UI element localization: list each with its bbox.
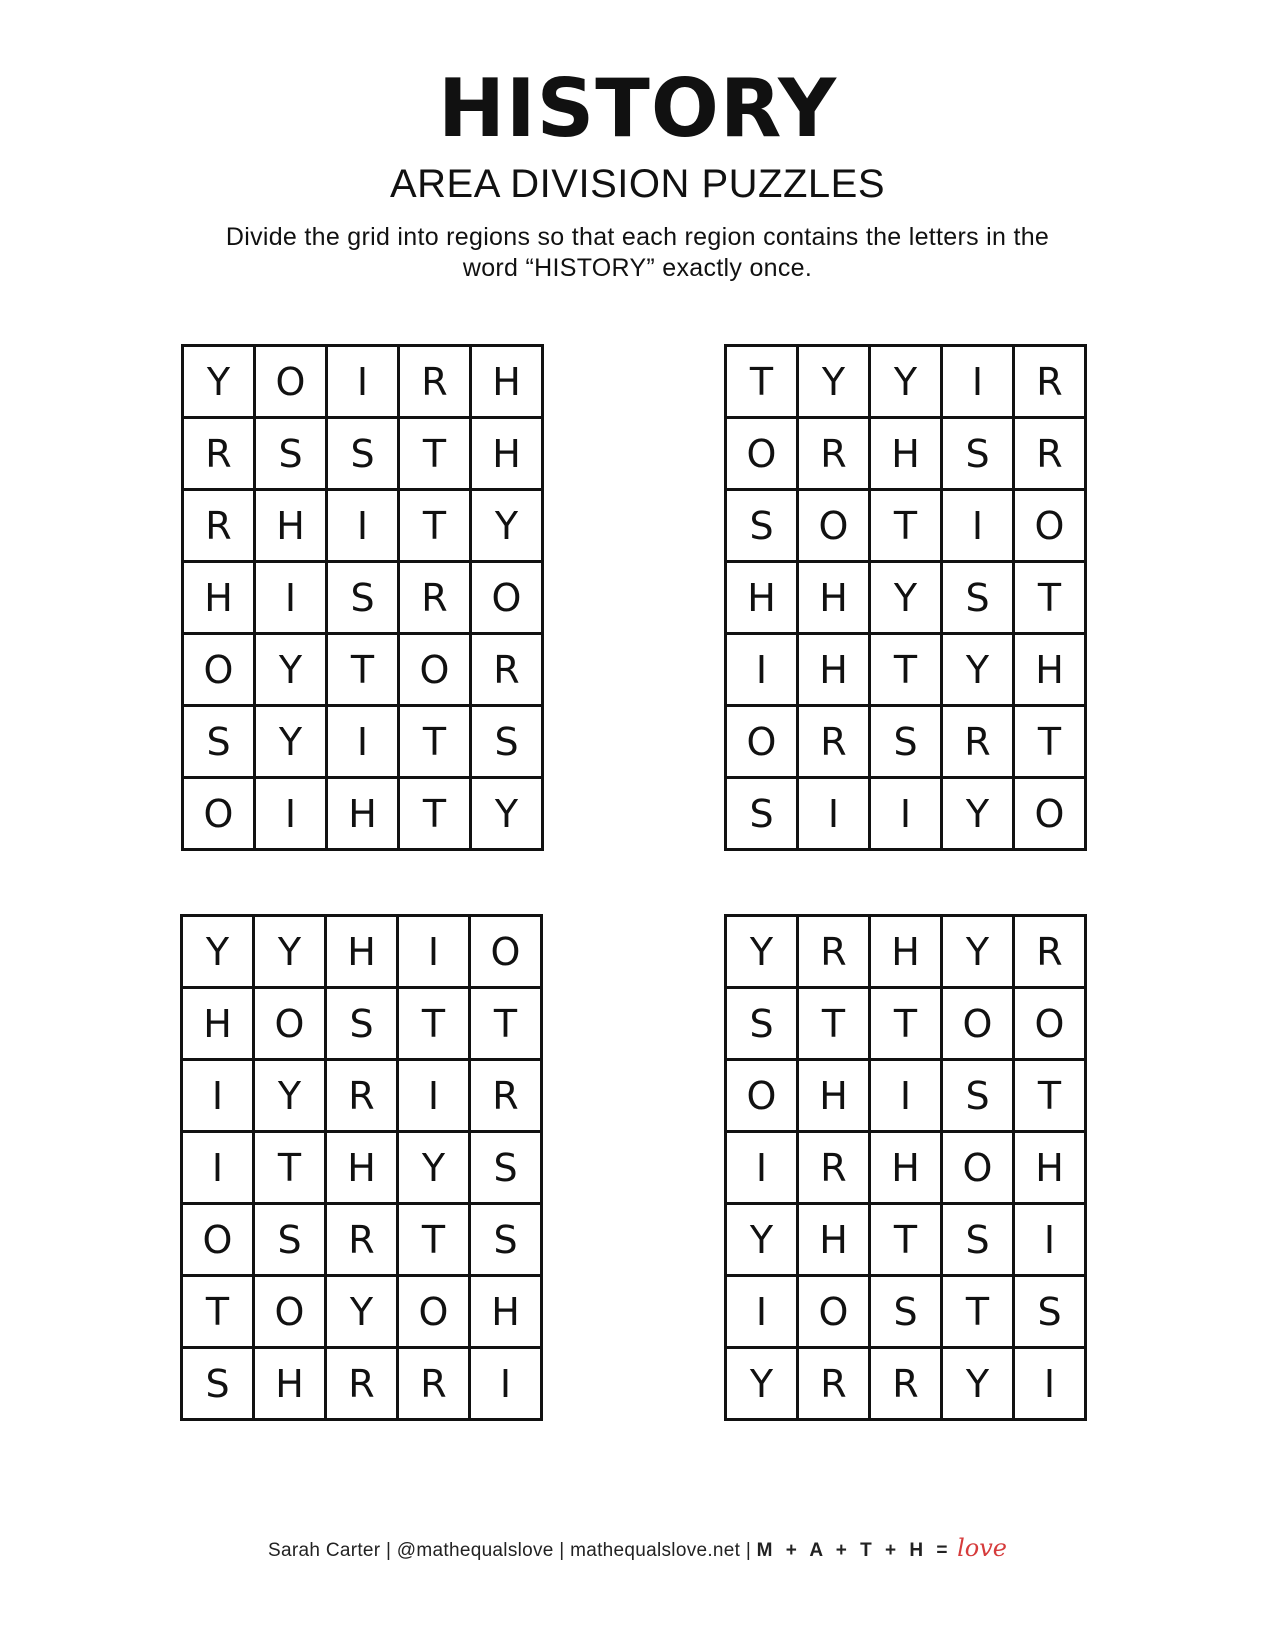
grid-cell: Y	[943, 779, 1015, 851]
grid-cell: Y	[727, 917, 799, 989]
grid-cell: O	[727, 707, 799, 779]
grid-cell: T	[400, 419, 472, 491]
grid-cell: T	[871, 1205, 943, 1277]
grid-cell: R	[327, 1061, 399, 1133]
grid-cell: R	[472, 635, 544, 707]
grid-cell: O	[799, 491, 871, 563]
grid-cell: S	[943, 563, 1015, 635]
grid-cell: I	[328, 347, 400, 419]
grid-cell: H	[1015, 1133, 1087, 1205]
grid-cell: T	[255, 1133, 327, 1205]
grid-cell: R	[799, 1349, 871, 1421]
grid-cell: H	[327, 917, 399, 989]
grid-cell: T	[799, 989, 871, 1061]
grid-cell: I	[1015, 1349, 1087, 1421]
grid-cell: O	[471, 917, 543, 989]
grid-cell: Y	[184, 347, 256, 419]
footer	[0, 1534, 1275, 1562]
grid-cell: H	[727, 563, 799, 635]
grid-cell: R	[871, 1349, 943, 1421]
grid-cell: R	[327, 1349, 399, 1421]
grid-cell: T	[183, 1277, 255, 1349]
page-title: HISTORY	[437, 62, 838, 155]
grid-cell: O	[183, 1205, 255, 1277]
grid-cell: Y	[256, 635, 328, 707]
grid-cell: O	[943, 989, 1015, 1061]
grid-cell: R	[943, 707, 1015, 779]
grid-cell: Y	[727, 1205, 799, 1277]
grid-cell: Y	[256, 707, 328, 779]
grid-cell: T	[1015, 563, 1087, 635]
grid-cell: Y	[943, 917, 1015, 989]
grid-cell: H	[255, 1349, 327, 1421]
grid-cell: S	[727, 779, 799, 851]
grid-cell: S	[256, 419, 328, 491]
grid-cell: R	[184, 491, 256, 563]
grid-cell: O	[400, 635, 472, 707]
grid-cell: H	[471, 1277, 543, 1349]
grid-cell: R	[400, 563, 472, 635]
grid-cell: R	[1015, 419, 1087, 491]
grid-cell: T	[400, 707, 472, 779]
grid-cell: Y	[943, 635, 1015, 707]
grid-cell: Y	[727, 1349, 799, 1421]
grid-cell: O	[255, 1277, 327, 1349]
grid-cell: I	[399, 1061, 471, 1133]
grid-cell: T	[1015, 707, 1087, 779]
grid-cell: I	[399, 917, 471, 989]
grid-cell: H	[799, 563, 871, 635]
grid-cell: I	[256, 779, 328, 851]
puzzle-grid-3	[180, 914, 543, 1421]
grid-cell: Y	[871, 347, 943, 419]
grid-cell: R	[471, 1061, 543, 1133]
grid-cell: Y	[472, 779, 544, 851]
grid-cell: Y	[943, 1349, 1015, 1421]
grid-cell: Y	[871, 563, 943, 635]
grid-cell: S	[183, 1349, 255, 1421]
grid-cell: O	[727, 1061, 799, 1133]
grid-cell: O	[184, 635, 256, 707]
grid-cell: I	[943, 491, 1015, 563]
puzzle-grid-4	[724, 914, 1087, 1421]
grid-cell: I	[328, 707, 400, 779]
grid-cell: R	[799, 419, 871, 491]
grid-cell: Y	[327, 1277, 399, 1349]
grid-cell: R	[327, 1205, 399, 1277]
grid-cell: H	[256, 491, 328, 563]
grid-cell: T	[328, 635, 400, 707]
grid-cell: S	[1015, 1277, 1087, 1349]
grid-cell: I	[943, 347, 1015, 419]
grid-cell: T	[471, 989, 543, 1061]
grid-cell: I	[727, 1277, 799, 1349]
footer-credit: Sarah Carter | @mathequalslove | mathequalslove.net |	[268, 1540, 752, 1561]
grid-cell: H	[327, 1133, 399, 1205]
grid-cell: O	[1015, 491, 1087, 563]
grid-cell: T	[871, 989, 943, 1061]
grid-cell: O	[1015, 779, 1087, 851]
grid-cell: Y	[183, 917, 255, 989]
grid-cell: H	[183, 989, 255, 1061]
grid-cell: S	[943, 1061, 1015, 1133]
grid-cell: R	[799, 1133, 871, 1205]
grid-cell: I	[871, 1061, 943, 1133]
grid-cell: I	[727, 1133, 799, 1205]
grid-cell: T	[399, 1205, 471, 1277]
grid-cell: I	[799, 779, 871, 851]
grid-cell: Y	[255, 917, 327, 989]
grid-cell: H	[799, 635, 871, 707]
grid-cell: O	[399, 1277, 471, 1349]
grid-cell: I	[256, 563, 328, 635]
instructions	[180, 222, 1095, 284]
grid-cell: H	[871, 917, 943, 989]
grid-cell: O	[184, 779, 256, 851]
footer-brand: M + A + T + H =	[756, 1540, 952, 1561]
footer-love-logo: love	[957, 1534, 1007, 1562]
grid-cell: T	[400, 491, 472, 563]
grid-cell: S	[871, 707, 943, 779]
grid-cell: Y	[255, 1061, 327, 1133]
grid-cell: I	[471, 1349, 543, 1421]
grid-cell: O	[255, 989, 327, 1061]
grid-cell: H	[799, 1205, 871, 1277]
grid-cell: H	[472, 419, 544, 491]
grid-cell: T	[727, 347, 799, 419]
grid-cell: R	[1015, 917, 1087, 989]
grid-cell: H	[871, 1133, 943, 1205]
grid-cell: H	[871, 419, 943, 491]
grid-cell: O	[943, 1133, 1015, 1205]
puzzle-grid-1	[181, 344, 544, 851]
grid-cell: I	[871, 779, 943, 851]
grid-cell: S	[727, 491, 799, 563]
grid-cell: S	[184, 707, 256, 779]
grid-cell: I	[727, 635, 799, 707]
grid-cell: R	[399, 1349, 471, 1421]
grid-cell: H	[1015, 635, 1087, 707]
grid-cell: Y	[472, 491, 544, 563]
grid-cell: H	[472, 347, 544, 419]
grid-cell: R	[400, 347, 472, 419]
grid-cell: O	[799, 1277, 871, 1349]
grid-cell: T	[871, 491, 943, 563]
grid-cell: T	[400, 779, 472, 851]
grid-cell: T	[871, 635, 943, 707]
grid-cell: S	[871, 1277, 943, 1349]
grid-cell: R	[1015, 347, 1087, 419]
grid-cell: I	[1015, 1205, 1087, 1277]
grid-cell: R	[799, 707, 871, 779]
grid-cell: I	[328, 491, 400, 563]
page-subtitle: AREA DIVISION PUZZLES	[389, 162, 886, 206]
grid-cell: R	[184, 419, 256, 491]
grid-cell: O	[256, 347, 328, 419]
grid-cell: I	[183, 1133, 255, 1205]
grid-cell: S	[943, 1205, 1015, 1277]
grid-cell: Y	[399, 1133, 471, 1205]
grid-cell: T	[1015, 1061, 1087, 1133]
grid-cell: H	[328, 779, 400, 851]
grid-cell: S	[328, 563, 400, 635]
grid-cell: S	[255, 1205, 327, 1277]
instructions-line-2: word “HISTORY” exactly once.	[462, 254, 813, 282]
grid-cell: T	[943, 1277, 1015, 1349]
grid-cell: S	[471, 1205, 543, 1277]
grid-cell: T	[399, 989, 471, 1061]
grid-cell: S	[943, 419, 1015, 491]
grid-cell: H	[799, 1061, 871, 1133]
grid-cell: O	[1015, 989, 1087, 1061]
grid-cell: S	[472, 707, 544, 779]
grid-cell: O	[727, 419, 799, 491]
grid-cell: H	[184, 563, 256, 635]
grid-cell: I	[183, 1061, 255, 1133]
grid-cell: S	[328, 419, 400, 491]
instructions-line-1: Divide the grid into regions so that each region contains the letters in the	[225, 223, 1050, 251]
grid-cell: R	[799, 917, 871, 989]
puzzle-grid-2	[724, 344, 1087, 851]
grid-cell: O	[472, 563, 544, 635]
grid-cell: S	[727, 989, 799, 1061]
grid-cell: S	[471, 1133, 543, 1205]
grid-cell: Y	[799, 347, 871, 419]
grid-cell: S	[327, 989, 399, 1061]
